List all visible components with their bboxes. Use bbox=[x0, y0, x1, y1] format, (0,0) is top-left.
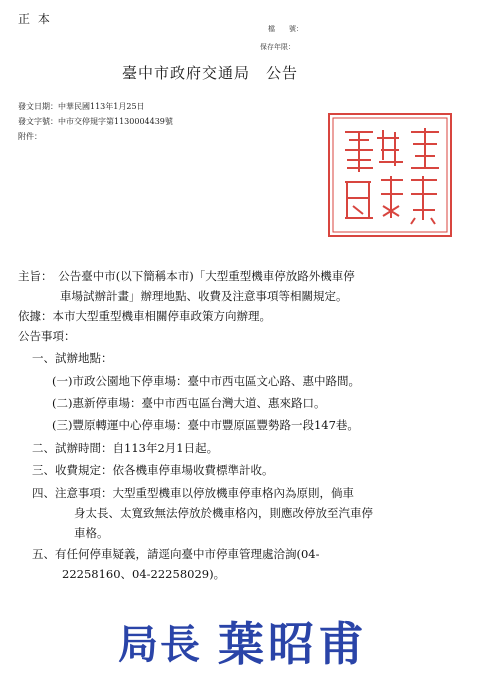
subject-line-2: 車場試辦計畫」辦理地點、收費及注意事項等相關規定。 bbox=[60, 289, 348, 303]
item-4-line-2: 身太長、太寬致無法停放於機車格內，則應改停放至汽車停 bbox=[74, 506, 373, 520]
item-5-line-2: 22258160、04-22258029)。 bbox=[62, 567, 226, 581]
page-title: 臺中市政府交通局 公告 bbox=[122, 64, 299, 82]
item-1-heading: 一、試辦地點： bbox=[32, 351, 113, 365]
issue-date: 發文日期：中華民國113年1月25日 bbox=[18, 102, 145, 111]
item-1-a: (一)市政公園地下停車場：臺中市西屯區文心路、惠中路間。 bbox=[52, 374, 360, 388]
item-4-line-1: 四、注意事項：大型重型機車以停放機車停車格內為原則，倘車 bbox=[32, 486, 354, 500]
item-1-b: (二)惠新停車場：臺中市西屯區台灣大道、惠來路口。 bbox=[52, 396, 326, 410]
item-4-line-3: 車格。 bbox=[74, 526, 109, 540]
item-3: 三、收費規定：依各機車停車場收費標準計收。 bbox=[32, 463, 274, 477]
subject-line-1: 主旨： 公告臺中市(以下簡稱本市)「大型重型機車停放路外機車停 bbox=[18, 269, 355, 283]
item-5-line-1: 五、有任何停車疑義，請逕向臺中市停車管理處洽詢(04- bbox=[32, 547, 320, 561]
svg-text:局長: 局長 bbox=[118, 621, 202, 668]
director-signature bbox=[118, 612, 378, 672]
file-number-label: 檔 號： bbox=[268, 25, 303, 33]
item-1-c: (三)豐原轉運中心停車場：臺中市豐原區豐勢路一段147巷。 bbox=[52, 418, 359, 432]
issue-number: 發文字號：中市交停規字第1130004439號 bbox=[18, 117, 173, 126]
item-2: 二、試辦時間：自113年2月1日起。 bbox=[32, 441, 219, 455]
basis: 依據：本市大型重型機車相關停車政策方向辦理。 bbox=[18, 309, 271, 323]
attachment-label: 附件： bbox=[18, 132, 42, 141]
svg-text:葉昭甫: 葉昭甫 bbox=[218, 617, 368, 671]
retention-label: 保存年限： bbox=[260, 43, 295, 51]
official-seal bbox=[325, 110, 455, 240]
announcement-heading: 公告事項： bbox=[18, 329, 76, 343]
copy-mark: 正 本 bbox=[18, 12, 52, 26]
